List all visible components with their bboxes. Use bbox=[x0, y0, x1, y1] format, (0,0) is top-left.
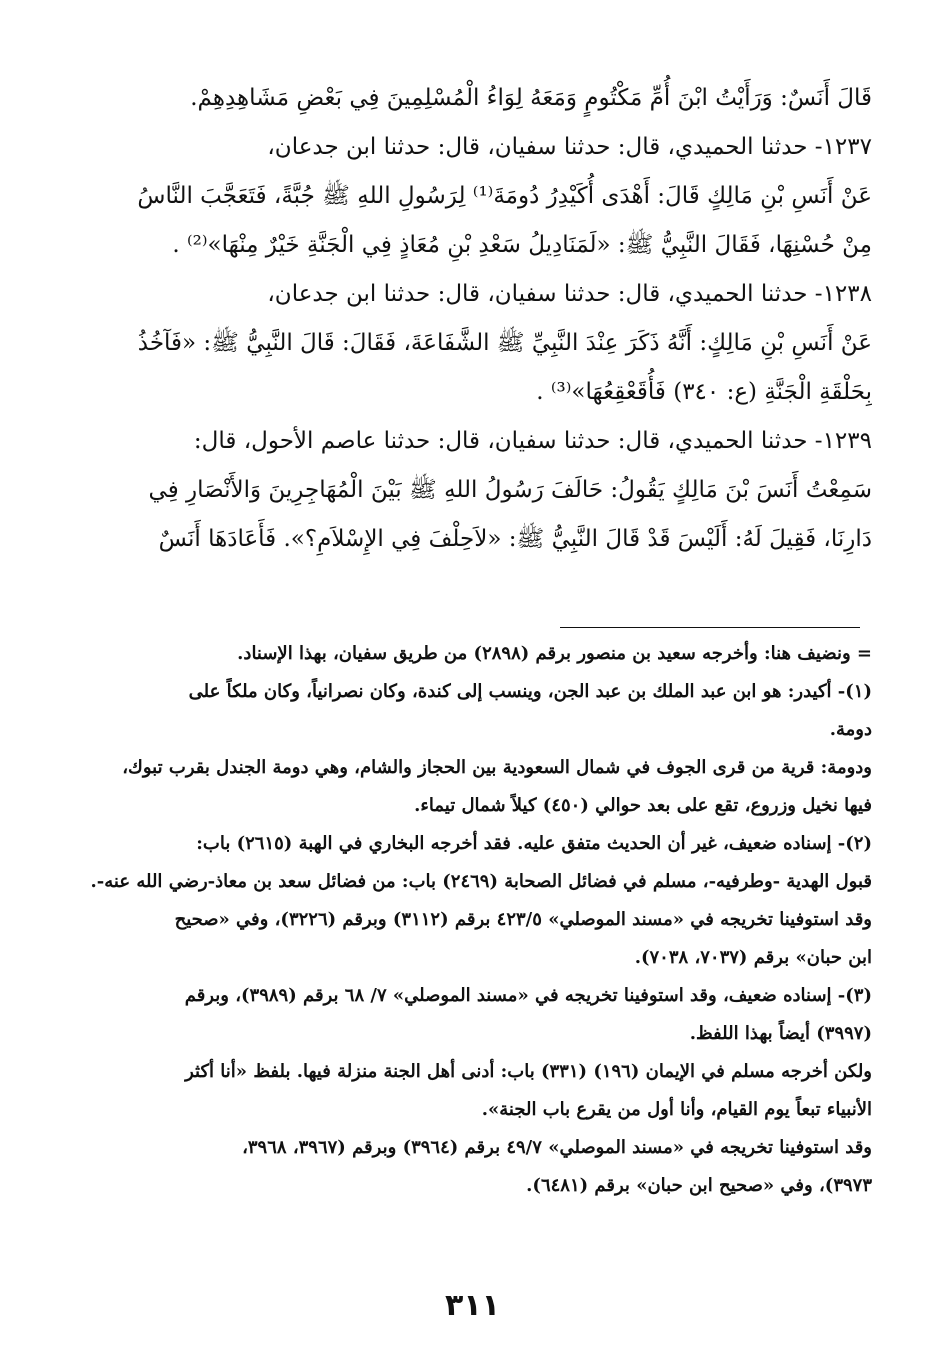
footnote-2: (٢)- إسناده ضعيف، غير أن الحديث متفق عليه. فقد أخرجه البخاري في الهبة (٢٦١٥) باب: bbox=[196, 833, 872, 854]
main-text-line: دَارِنَا، فَقِيلَ لَهُ: أَلَيْسَ قَدْ قَالَ النَّبِيُّ ﷺ: «لاَحِلْفَ فِي الإِسْلاَمِ؟». فَأَعَادَهَا أَنَسٌ bbox=[158, 526, 872, 552]
main-text-line: عَنْ أَنَسِ بْنِ مَالِكٍ: أَنَّهُ ذَكَرَ عِنْدَ النَّبِيِّ ﷺ الشَّفَاعَةَ، فَقَالَ: قَالَ النَّبِيُّ ﷺ: «فَآخُذُ bbox=[137, 330, 872, 356]
hadith-1239-chain: ١٢٣٩- حدثنا الحميدي، قال: حدثنا سفيان، قال: حدثنا عاصم الأحول، قال: bbox=[193, 428, 872, 454]
footnote-line: ولكن أخرجه مسلم في الإيمان (١٩٦) (٣٣١) باب: أدنى أهل الجنة منزلة فيها. بلفظ «أنا أكثر bbox=[185, 1061, 872, 1082]
footnote-line: = ونضيف هنا: وأخرجه سعيد بن منصور برقم (٢٨٩٨) من طريق سفيان، بهذا الإسناد. bbox=[237, 643, 872, 664]
footnote-line: (٣٩٩٧) أيضاً بهذا اللفظ. bbox=[689, 1023, 872, 1044]
footnote-line: قبول الهدية -وطرفيه-، مسلم في فضائل الصحابة (٢٤٦٩) باب: من فضائل سعد بن معاذ-رضي الله عنه-. bbox=[90, 871, 872, 892]
footnote-line: ودومة: قرية من قرى الجوف في شمال السعودية بين الحجاز والشام، وهي دومة الجندل بقرب تبوك، bbox=[122, 757, 872, 778]
footnotes bbox=[72, 640, 872, 1210]
main-text-line: سَمِعْتُ أَنَسَ بْنَ مَالِكٍ يَقُولُ: حَالَفَ رَسُولُ اللهِ ﷺ بَيْنَ الْمُهَاجِرِينَ وَالأَنْصَارِ فِي bbox=[148, 477, 872, 503]
footnote-line: ٣٩٧٣)، وفي «صحيح ابن حبان» برقم (٦٤٨١). bbox=[526, 1175, 872, 1196]
footnote-3: (٣)- إسناده ضعيف، وقد استوفينا تخريجه في «مسند الموصلي» ٧/ ٦٨ برقم (٣٩٨٩)، وبرقم bbox=[184, 985, 872, 1006]
footnote-line: دومة. bbox=[829, 719, 872, 740]
footnote-line: وقد استوفينا تخريجه في «مسند الموصلي» ٤٢٣/٥ برقم (٣١١٢) وبرقم (٣٢٢٦)، وفي «صحيح bbox=[174, 909, 872, 930]
main-text bbox=[72, 74, 872, 564]
main-text-line: مِنْ حُسْنِهَا، فَقَالَ النَّبِيُّ ﷺ: «لَمَنَادِيلُ سَعْدِ بْنِ مُعَاذٍ فِي الْجَنَّةِ خَيْرٌ مِنْهَا»⁽²⁾ . bbox=[172, 232, 872, 258]
footnote-line: ابن حبان» برقم (٧٠٣٧، ٧٠٣٨). bbox=[634, 947, 872, 968]
page-number: ٣١١ bbox=[445, 1288, 500, 1323]
hadith-1237-chain: ١٢٣٧- حدثنا الحميدي، قال: حدثنا سفيان، قال: حدثنا ابن جدعان، bbox=[267, 134, 872, 160]
footnote-line: فيها نخيل وزروع، تقع على بعد حوالي (٤٥٠) كيلاً شمال تيماء. bbox=[414, 795, 872, 816]
footnote-1: (١)- أكيدر: هو ابن عبد الملك بن عبد الجن، وينسب إلى كندة، وكان نصرانياً، وكان ملكاً على bbox=[188, 681, 872, 702]
main-text-line: بِحَلْقَةِ الْجَنَّةِ (ع: ٣٤٠) فَأُقَعْقِعُهَا»⁽³⁾ . bbox=[536, 379, 872, 405]
hadith-1238-chain: ١٢٣٨- حدثنا الحميدي، قال: حدثنا سفيان، قال: حدثنا ابن جدعان، bbox=[267, 281, 872, 307]
footnote-line: الأنبياء تبعاً يوم القيام، وأنا أول من يقرع باب الجنة». bbox=[481, 1099, 872, 1120]
footnote-separator bbox=[560, 627, 860, 628]
main-text-line: قَالَ أَنَسٌ: وَرَأَيْتُ ابْنَ أُمِّ مَكْتُومٍ وَمَعَهُ لِوَاءُ الْمُسْلِمِينَ فِي بَعْضِ مَشَاهِدِهِمْ. bbox=[190, 85, 872, 111]
main-text-line: عَنْ أَنَسِ بْنِ مَالِكٍ قَالَ: أَهْدَى أُكَيْدِرُ دُومَةَ⁽¹⁾ لِرَسُولِ اللهِ ﷺ جُبَّةً، فَتَعَجَّبَ النَّاسُ bbox=[137, 183, 872, 209]
footnote-line: وقد استوفينا تخريجه في «مسند الموصلي» ٤٩/٧ برقم (٣٩٦٤) وبرقم (٣٩٦٧، ٣٩٦٨، bbox=[242, 1137, 872, 1158]
